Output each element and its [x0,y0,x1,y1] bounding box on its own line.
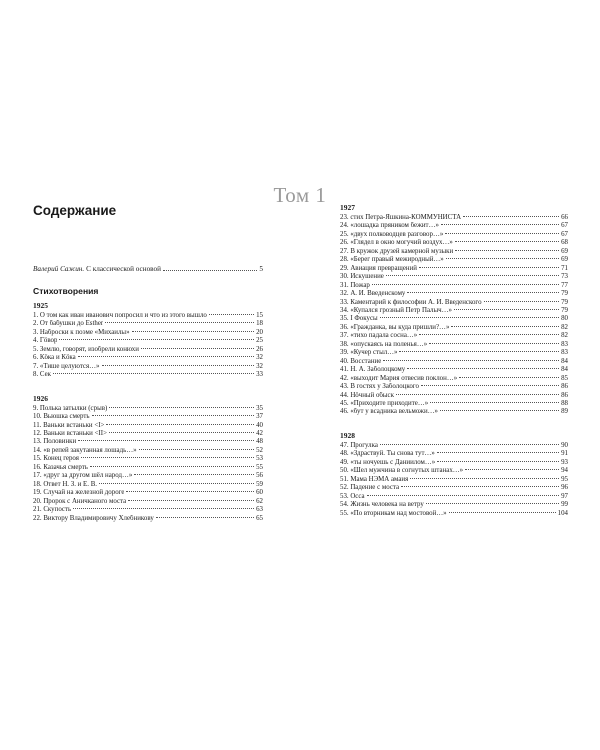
intro-title: С классической основой [86,265,161,273]
dot-leader [430,402,559,403]
dot-leader [449,512,556,513]
year-1928-entries [340,442,568,518]
toc-entry [340,459,568,467]
entry-page: 99 [561,501,568,509]
entry-title: 26. «Глядел в окно могучий воздух…» [340,239,453,247]
toc-entry [340,239,568,247]
contents-heading: Содержание [33,203,117,218]
entry-title: 44. Нӧчный обыск [340,391,394,399]
toc-entry [33,363,263,371]
entry-page: 82 [561,332,568,340]
entry-page: 42 [256,429,263,437]
toc-entry [340,231,568,239]
dot-leader [386,275,559,276]
year-1926-entries [33,405,263,523]
entry-title: 28. «Берег правый межиродный…» [340,256,444,264]
entry-page: 66 [561,214,568,221]
dot-leader [410,478,559,479]
toc-entry [340,332,568,340]
entry-page: 88 [561,399,568,407]
toc-entry [33,481,263,489]
entry-title: 20. Пророк с Аничканого моста [33,497,127,505]
toc-entry [340,290,568,298]
entry-page: 63 [256,506,263,514]
dot-leader [109,407,254,408]
dot-leader [459,377,559,378]
entry-title: 22. Виктору Владимировичу Хлебникову [33,514,154,522]
dot-leader [380,317,559,318]
entry-title: 24. «лошадка пряником бежит…» [340,222,439,230]
toc-entry [340,265,568,273]
entry-page: 53 [256,455,263,463]
entry-title: 34. «Купался грозный Петр Палыч…» [340,306,452,314]
dot-leader [454,309,559,310]
entry-page: 33 [256,371,263,379]
toc-entry [340,501,568,509]
entry-page: 62 [256,497,263,505]
dot-leader [156,517,254,518]
entry-page: 55 [256,463,263,471]
toc-entry [340,442,568,450]
volume-title: Том 1 [273,183,327,207]
entry-title: 50. «Шел мужчина в согнутых штанах…» [340,467,464,475]
entry-title: 14. «в репей закутанная лошадь…» [33,446,137,454]
entry-page: 67 [561,222,568,230]
entry-page: 86 [561,383,568,391]
entry-title: 48. «Здраствуй. Ты снова тут…» [340,450,435,458]
entry-title: 54. Жизнь человека на ветру [340,501,424,509]
dot-leader [380,444,559,445]
toc-entry [33,489,263,497]
entry-page: 79 [561,298,568,306]
toc-entry [33,506,263,514]
dot-leader [106,424,254,425]
entry-title: 12. Ваньки встаньки <II> [33,429,107,437]
toc-entry [33,438,263,446]
dot-leader [399,351,559,352]
entry-page: 26 [256,345,263,353]
entry-title: 3. Наброски к поэме «Михаилы» [33,328,130,336]
entry-title: 6. Кӧка и Кӧка [33,354,76,362]
dot-leader [105,322,254,323]
entry-page: 69 [561,247,568,255]
entry-title: 40. Восстание [340,357,382,365]
dot-leader [463,216,559,217]
toc-entry [33,354,263,362]
intro-page: 5 [259,265,263,273]
entry-title: 9. Полька затылки (срыв) [33,404,108,412]
toc-right-column [340,203,568,532]
dot-leader [437,452,559,453]
dot-leader [73,508,254,509]
dot-leader [99,483,254,484]
entry-title: 15. Конец героя [33,455,79,463]
dot-leader [53,373,254,374]
dot-leader [429,343,559,344]
toc-entry [340,392,568,400]
entry-page: 60 [256,489,263,497]
dot-leader [90,466,254,467]
dot-leader [209,314,254,315]
entry-title: 53. Осса [340,492,365,500]
dot-leader [139,449,255,450]
entry-page: 32 [256,362,263,370]
entry-page: 68 [561,239,568,247]
entry-page: 37 [256,413,263,421]
entry-title: 27. В кружок друзей камерной музыки [340,247,454,255]
dot-leader [141,348,254,349]
dot-leader [396,394,559,395]
toc-entry [340,222,568,230]
toc-left-column [33,203,263,537]
entry-page: 79 [561,306,568,314]
entry-title: 41. Н. А. Заболоцкому [340,366,406,374]
toc-entry [340,383,568,391]
entry-page: 95 [561,475,568,483]
toc-entry [340,408,568,416]
entry-title: 55. «По вторникам над мостовой…» [340,509,447,517]
toc-entry [340,366,568,374]
toc-entry [33,498,263,506]
toc-entry [340,484,568,492]
dot-leader [367,495,560,496]
dot-leader [109,432,254,433]
entry-title: 43. В гостях у Заболоцкого [340,383,419,391]
toc-entry [340,358,568,366]
toc-entry [340,450,568,458]
dot-leader [426,503,559,504]
toc-entry [33,371,263,379]
dot-leader [465,469,559,470]
dot-leader [437,461,559,462]
toc-entry [33,405,263,413]
entry-title: 30. Искушение [340,273,384,281]
toc-entry [33,337,263,345]
dot-leader [163,263,257,271]
toc-entry [340,341,568,349]
toc-entry [340,282,568,290]
dot-leader [455,241,559,242]
entry-page: 79 [561,290,568,298]
year-heading: 1925 [33,301,48,310]
entry-page: 73 [561,273,568,281]
toc-entry [33,320,263,328]
entry-title: 5. Землю, говорят, изобрели конюхи [33,345,139,353]
entry-title: 31. Пожар [340,281,370,289]
entry-title: 29. Авиация превращений [340,264,417,272]
entry-title: 35. І Фокусы [340,315,378,323]
entry-title: 38. «опускаясь на поленья…» [340,340,428,348]
dot-leader [419,334,559,335]
toc-entry [340,375,568,383]
entry-title: 33. Каментарий к философии А. И. Введенского [340,298,482,306]
entry-page: 69 [561,256,568,264]
entry-page: 80 [561,315,568,323]
toc-entry [340,273,568,281]
entry-page: 84 [561,366,568,374]
toc-entry [340,349,568,357]
year-heading: 1928 [340,430,355,440]
toc-entry [340,493,568,501]
dot-leader [383,360,559,361]
toc-entry [340,324,568,332]
section-title: Стихотворения [33,286,99,296]
entry-title: 16. Казачья смерть [33,463,88,471]
entry-page: 35 [256,404,263,412]
entry-page: 71 [561,264,568,272]
entry-page: 89 [561,408,568,416]
toc-entry [33,312,263,320]
dot-leader [401,486,559,487]
dot-leader [407,292,559,293]
entry-page: 97 [561,492,568,500]
entry-page: 40 [256,421,263,429]
entry-title: 46. «бут у всадника вельможи…» [340,408,438,416]
entry-page: 25 [256,337,263,345]
dot-leader [102,365,255,366]
dot-leader [419,267,559,268]
entry-page: 83 [561,349,568,357]
entry-title: 45. «Приходите приходите…» [340,399,429,407]
entry-page: 86 [561,391,568,399]
entry-page: 20 [256,328,263,336]
dot-leader [372,284,559,285]
entry-page: 18 [256,320,263,328]
year-heading: 1927 [340,203,355,212]
toc-entry [340,315,568,323]
toc-entry [33,464,263,472]
dot-leader [451,326,559,327]
toc-entry [33,515,263,523]
entry-page: 77 [561,281,568,289]
entry-title: 25. «двух полководцев разговор…» [340,230,444,238]
toc-entry [340,510,568,518]
year-1925-entries [33,312,263,380]
dot-leader [445,233,559,234]
entry-title: 19. Случай на железной дороге [33,489,125,497]
entry-title: 11. Ваньки встаньки <I> [33,421,105,429]
intro-entry [33,265,263,273]
entry-title: 49. «ты ночуешь с Даниилом…» [340,458,436,466]
entry-title: 52. Падение с моста [340,484,400,492]
entry-page: 104 [557,509,568,517]
dot-leader [59,339,254,340]
intro-author: Валерий Сажин. [33,265,85,273]
toc-entry [340,476,568,484]
entry-title: 51. Мама НЭМА амаия [340,475,409,483]
entry-page: 93 [561,458,568,466]
toc-entry [340,307,568,315]
toc-entry [340,214,568,222]
toc-entry [340,400,568,408]
entry-page: 65 [256,514,263,522]
toc-entry [340,299,568,307]
entry-page: 52 [256,446,263,454]
entry-page: 15 [256,312,263,319]
toc-entry [33,422,263,430]
dot-leader [78,440,254,441]
dot-leader [132,331,255,332]
entry-page: 59 [256,480,263,488]
toc-entry [33,430,263,438]
entry-page: 32 [256,354,263,362]
entry-page: 67 [561,230,568,238]
year-heading: 1926 [33,393,48,403]
entry-page: 96 [561,484,568,492]
dot-leader [407,368,559,369]
entry-title: 7. «Тише целуются…» [33,362,100,370]
toc-entry [33,346,263,354]
dot-leader [126,491,254,492]
entry-title: 37. «тихо падала сосна…» [340,332,418,340]
entry-title: 36. «Гражданка, вы куда пришли?…» [340,323,450,331]
entry-title: 2. От бабушки до Esther [33,320,104,328]
toc-entry [340,248,568,256]
entry-page: 85 [561,374,568,382]
toc-entry [340,467,568,475]
entry-title: 47. Прогулка [340,441,378,449]
toc-entry [33,329,263,337]
dot-leader [441,224,559,225]
toc-entry [340,256,568,264]
year-1927-entries [340,214,568,417]
dot-leader [455,250,559,251]
toc-entry [33,455,263,463]
entry-page: 56 [256,472,263,480]
toc-entry [33,413,263,421]
entry-page: 94 [561,467,568,475]
entry-title: 23. стих Петра-Яшкина-КОММУНИСТА [340,214,462,221]
dot-leader [484,301,560,302]
entry-title: 39. «Кучер стыл…» [340,349,398,357]
entry-title: 32. А. И. Введенскому [340,290,406,298]
dot-leader [134,474,254,475]
entry-page: 83 [561,340,568,348]
entry-title: 10. Вьюшка смерть [33,413,90,421]
dot-leader [92,415,255,416]
entry-title: 17. «друг за другом шёл народ…» [33,472,133,480]
entry-page: 91 [561,450,568,458]
dot-leader [78,356,254,357]
entry-title: 8. Сек [33,371,51,379]
entry-page: 90 [561,441,568,449]
entry-page: 48 [256,438,263,446]
entry-title: 42. «выходит Мария отвесив поклон…» [340,374,458,382]
entry-page: 84 [561,357,568,365]
entry-page: 82 [561,323,568,331]
dot-leader [421,385,559,386]
dot-leader [440,410,559,411]
toc-entry [33,472,263,480]
entry-title: 18. Ответ Н. З. и Е. В. [33,480,98,488]
entry-title: 1. О том как иван иванович попросил и что из этого вышло [33,312,207,319]
entry-title: 13. Половинки [33,438,77,446]
entry-title: 4. Гӧвор [33,337,58,345]
dot-leader [446,258,559,259]
dot-leader [81,457,254,458]
dot-leader [128,500,254,501]
toc-entry [33,447,263,455]
entry-title: 21. Скупость [33,506,72,514]
